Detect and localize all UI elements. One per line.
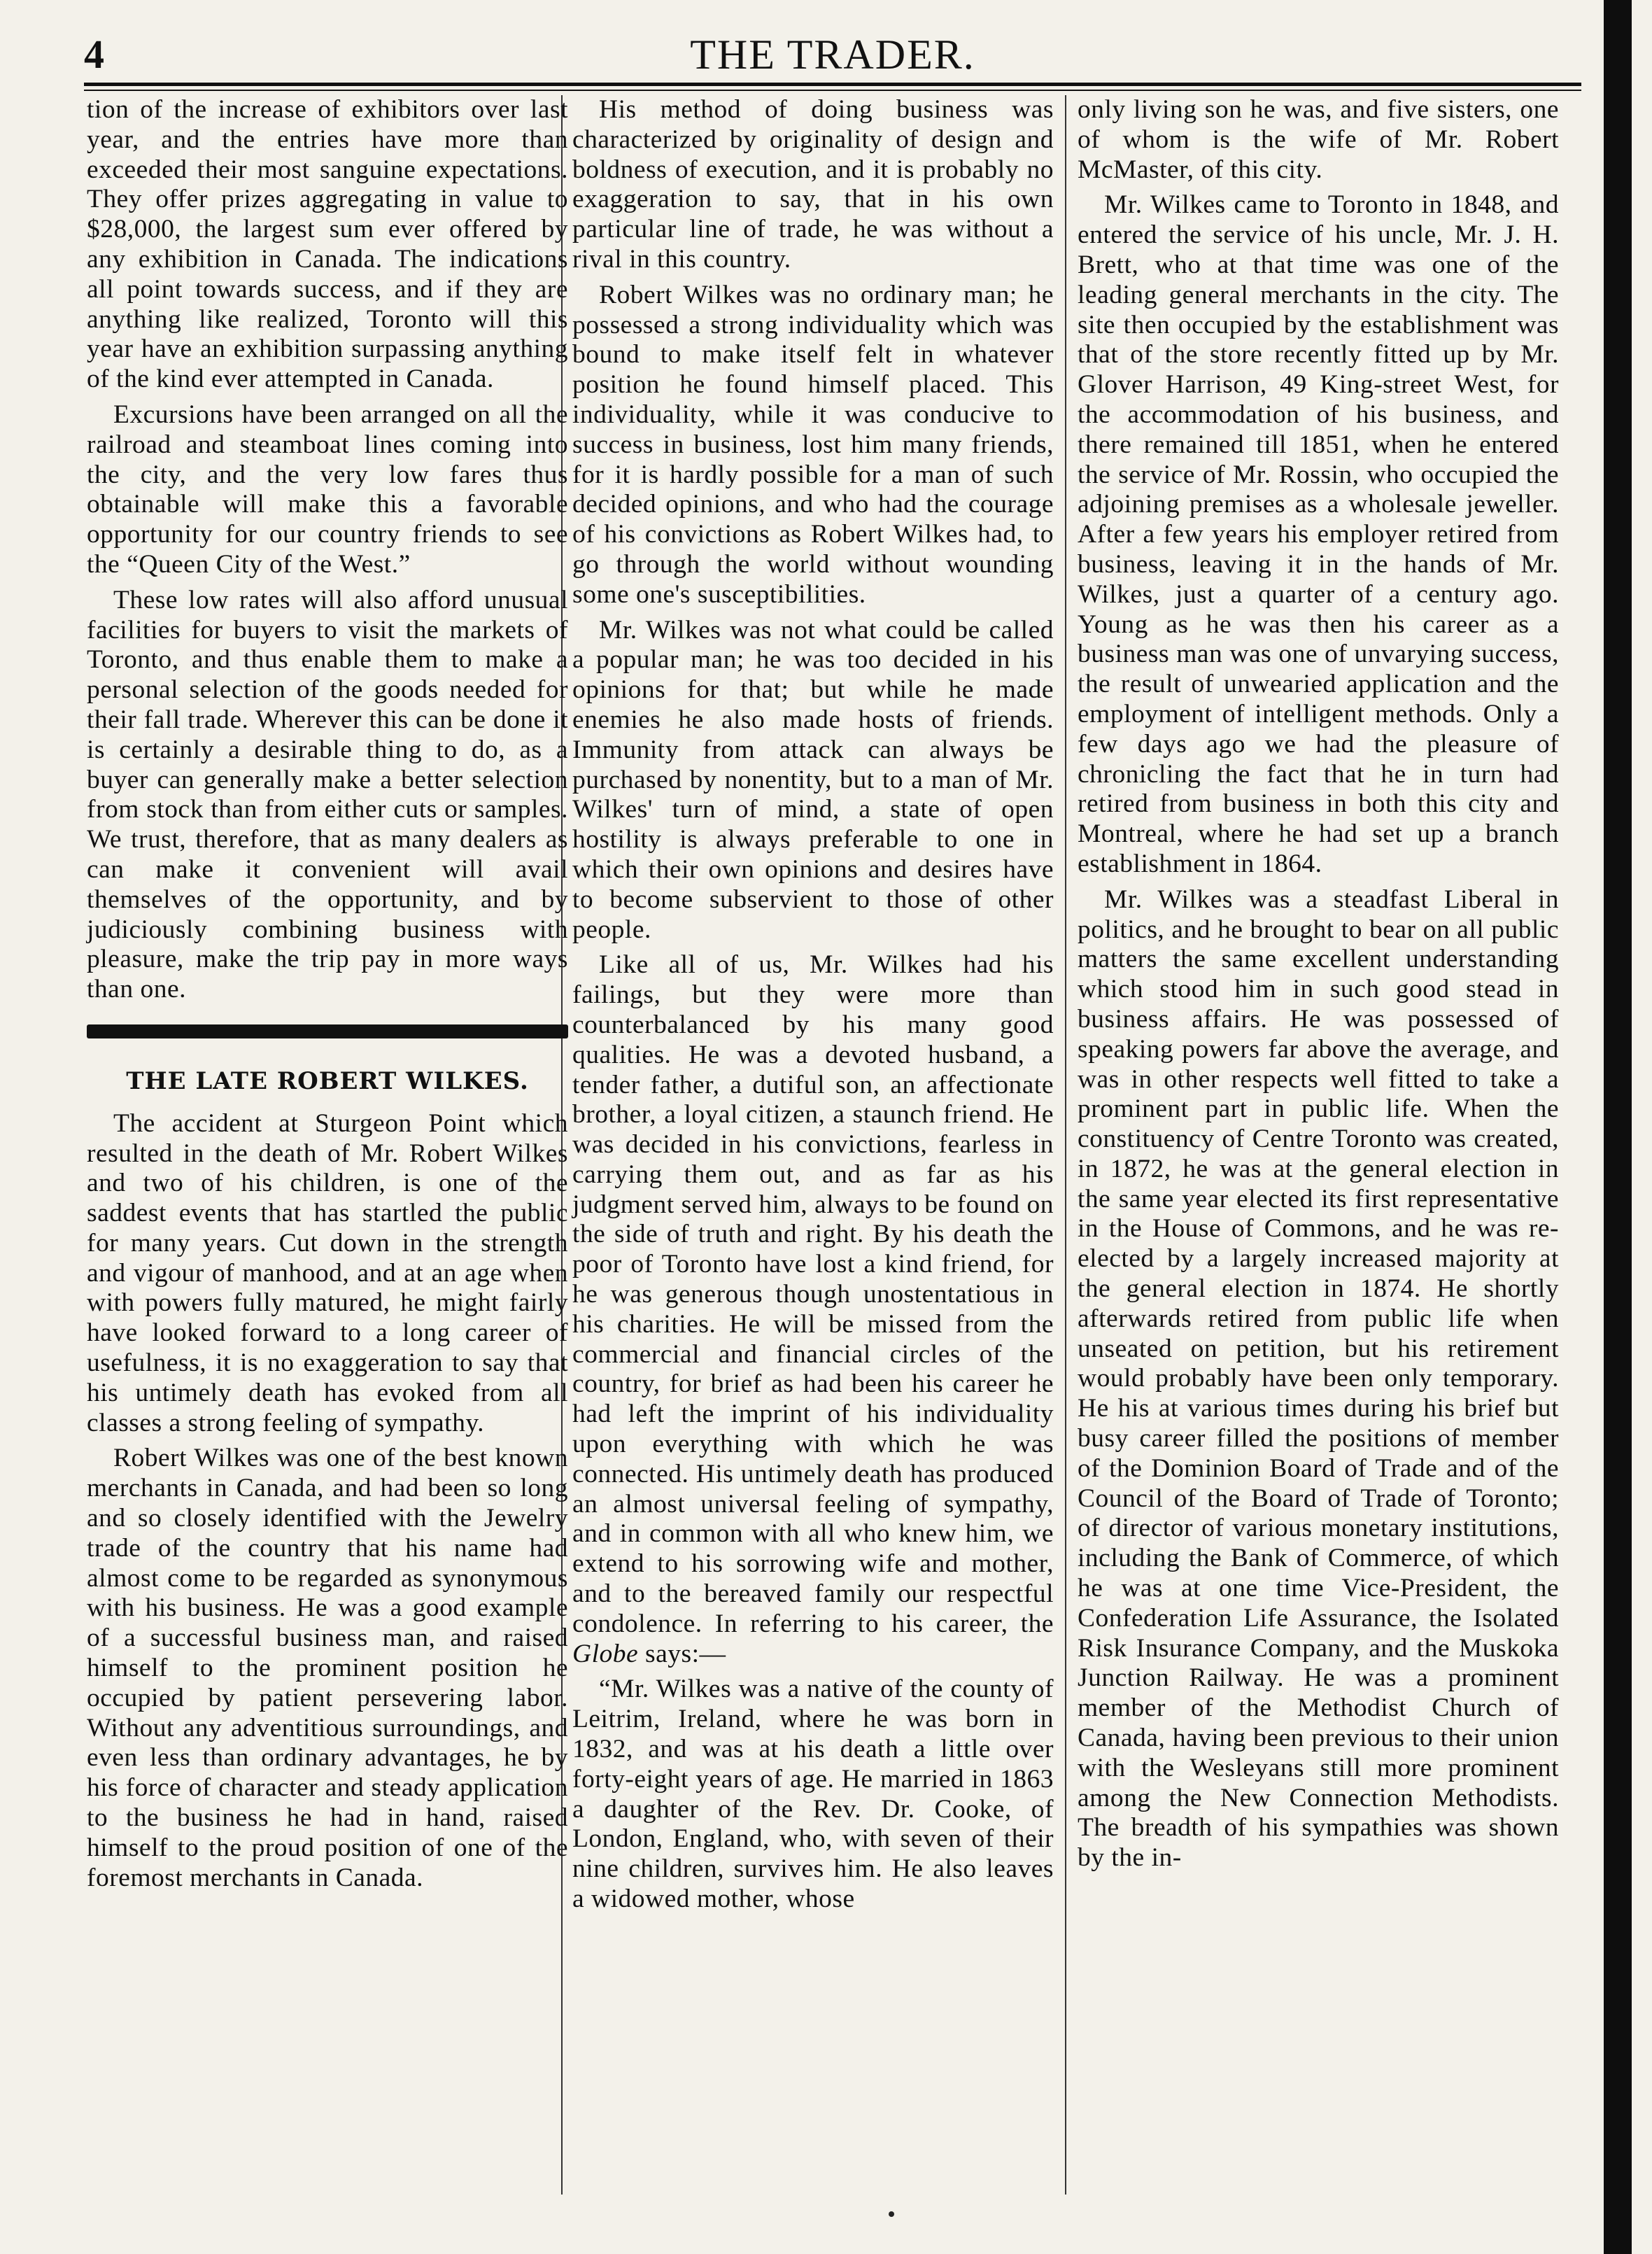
paragraph: “Mr. Wilkes was a native of the county of Leitrim, Ireland, where he was born in 1832, and was at his death a little over forty-eight years of age. He married in 1863 a daughter of the Rev. Dr. Cooke, of London, England, who, with seven of their nine children, survives him. He also leaves a widowed mother, whose: [572, 1675, 1054, 1914]
section-divider: [87, 1024, 568, 1038]
paragraph: Mr. Wilkes came to Toronto in 1848, and entered the service of his uncle, Mr. J. H. Brett, who at that time was one of the leading general merchants in the city. The site then occupied by the establishment was that of the store recently fitted up by Mr. Glover Harrison, 49 King-street West, for the accommodation of his business, and there remained till 1851, when he entered the service of Mr. Rossin, who occupied the adjoining premises as a wholesale jeweller. After a few years his employer retired from business, leaving it in the hands of Mr. Wilkes, just a quarter of a century ago. Young as he was then his career as a business man was one of unvarying success, the result of unwearied application and the employment of intelligent methods. Only a few days ago we had the pleasure of chronicling the fact that he in turn had retired from business in both this city and Montreal, where he had set up a branch establishment in 1864.: [1078, 190, 1559, 878]
page-header: [84, 31, 1581, 80]
paragraph: only living son he was, and five sisters, one of whom is the wife of Mr. Robert McMaster, of this city.: [1078, 95, 1559, 184]
header-rule: [84, 83, 1581, 86]
paragraph: Excursions have been arranged on all the railroad and steamboat lines coming into the city, and the very low fares thus obtainable will make this a favorable opportunity for our country friends to see the “Queen City of the West.”: [87, 400, 568, 579]
paragraph: These low rates will also afford unusual facilities for buyers to visit the markets of Toronto, and thus enable them to make a personal selection of the goods needed for their fall trade. Wherever this can be done it is certainly a desirable thing to do, as a buyer can generally make a better selection from stock than from either cuts or samples. We trust, therefore, that as many dealers as can make it convenient will avail themselves of the opportunity, and by judiciously combining business with pleasure, make the trip pay in more ways than one.: [87, 585, 568, 1004]
column-2: [572, 95, 1054, 1920]
paragraph-text: says:—: [638, 1639, 726, 1668]
page-edge-bar: [1604, 0, 1632, 2254]
header-rule-thin: [84, 90, 1581, 91]
paragraph: Robert Wilkes was no ordinary man; he possessed a strong individuality which was bound to make itself felt in whatever position he found himself placed. This individuality, while it was conducive to success in business, lost him many friends, for it is hardly possible for a man of such decided opinions, and who had the courage of his convictions as Robert Wilkes had, to go through the world without wounding some one's susceptibilities.: [572, 280, 1054, 609]
paragraph: His method of doing business was characterized by originality of design and boldness of execution, and it is probably no exaggeration to say, that in his own particular line of trade, he was without a rival in this country.: [572, 95, 1054, 274]
article-title: THE LATE ROBERT WILKES.: [126, 1066, 529, 1095]
column-3: [1078, 95, 1559, 1879]
paragraph: Robert Wilkes was one of the best known merchants in Canada, and had been so long and so closely identified with the Jewelry trade of the country that his name had almost come to be regarded as synonymous with his business. He was a good example of a successful business man, and raised himself to the prominent position he occupied by patient persevering labor. Without any adventitious surroundings, and even less than ordinary advantages, he by his force of character and steady application to the business he had in hand, raised himself to the proud position of one of the foremost merchants in Canada.: [87, 1444, 568, 1892]
paragraph: Mr. Wilkes was a steadfast Liberal in politics, and he brought to bear on all public matters the same excellent understanding which stood him in such good stead in business affairs. He was possessed of speaking powers far above the average, and was in other respects well fitted to take a prominent part in public life. When the constituency of Centre Toronto was created, in 1872, he was at the general election in the same year elected its first representative in the House of Commons, and he was re-elected by a largely increased majority at the general election in 1874. He shortly afterwards retired from public life when unseated on petition, but his retirement would probably have been only temporary. He his at various times during his brief but busy career filled the positions of member of the Dominion Board of Trade and of the Council of the Board of Trade of Toronto; of director of various monetary institutions, including the Bank of Commerce, of which he was at one time Vice-President, the Confederation Life Assurance, the Isolated Risk Insurance Company, and the Muskoka Junction Railway. He was a prominent member of the Methodist Church of Canada, having been previous to their union with the Wesleyans still more prominent among the New Connection Methodists. The breadth of his sympathies was shown by the in-: [1078, 885, 1559, 1873]
paragraph-text: Like all of us, Mr. Wilkes had his failings, but they were more than counterbalanced by his many good qualities. He was a devoted husband, a tender father, a dutiful son, an affectionate brother, a loyal citizen, a staunch friend. He was decided in his convictions, fearless in carrying them out, and as far as his judgment served him, always to be found on the side of truth and right. By his death the poor of Toronto have lost a kind friend, for he was generous though unostentatious in his charities. He will be missed from the commercial and financial circles of the country, for brief as had been his career he had left the imprint of his individuality upon everything with which he was connected. His untimely death has produced an almost universal feeling of sympathy, and in common with all who knew him, we extend to his sorrowing wife and mother, and to the bereaved family our respectful condolence. In referring to his career, the: [572, 950, 1054, 1638]
page-number: 4: [84, 31, 104, 77]
paragraph: Mr. Wilkes was not what could be called a popular man; he was too decided in his opinions for that; but while he made enemies he also made hosts of friends. Immunity from attack can always be purchased by nonentity, but to a man of Mr. Wilkes' turn of mind, a state of open hostility is always preferable to one in which their own opinions and desires have to become subservient to those of other people.: [572, 615, 1054, 944]
paragraph: tion of the increase of exhibitors over last year, and the entries have more than exceeded their most sanguine expectations. They offer prizes aggregating in value to $28,000, the largest sum ever offered by any exhibition in Canada. The indications all point towards success, and if they are anything like realized, Toronto will this year have an exhibition surpassing anything of the kind ever attempted in Canada.: [87, 95, 568, 394]
newspaper-title: THE TRADER.: [690, 31, 975, 78]
column-divider: [1065, 95, 1066, 2195]
paragraph: [572, 950, 1054, 1669]
newspaper-name: Globe: [572, 1639, 639, 1668]
paragraph: The accident at Sturgeon Point which resulted in the death of Mr. Robert Wilkes and two of his children, is one of the saddest events that has startled the public for many years. Cut down in the strength and vigour of manhood, and at an age when with powers fully matured, he might fairly have looked forward to a long career of usefulness, it is no exaggeration to say that his untimely death has evoked from all classes a strong feeling of sympathy.: [87, 1108, 568, 1437]
column-1: [87, 95, 568, 1899]
print-mark: [889, 2211, 894, 2217]
